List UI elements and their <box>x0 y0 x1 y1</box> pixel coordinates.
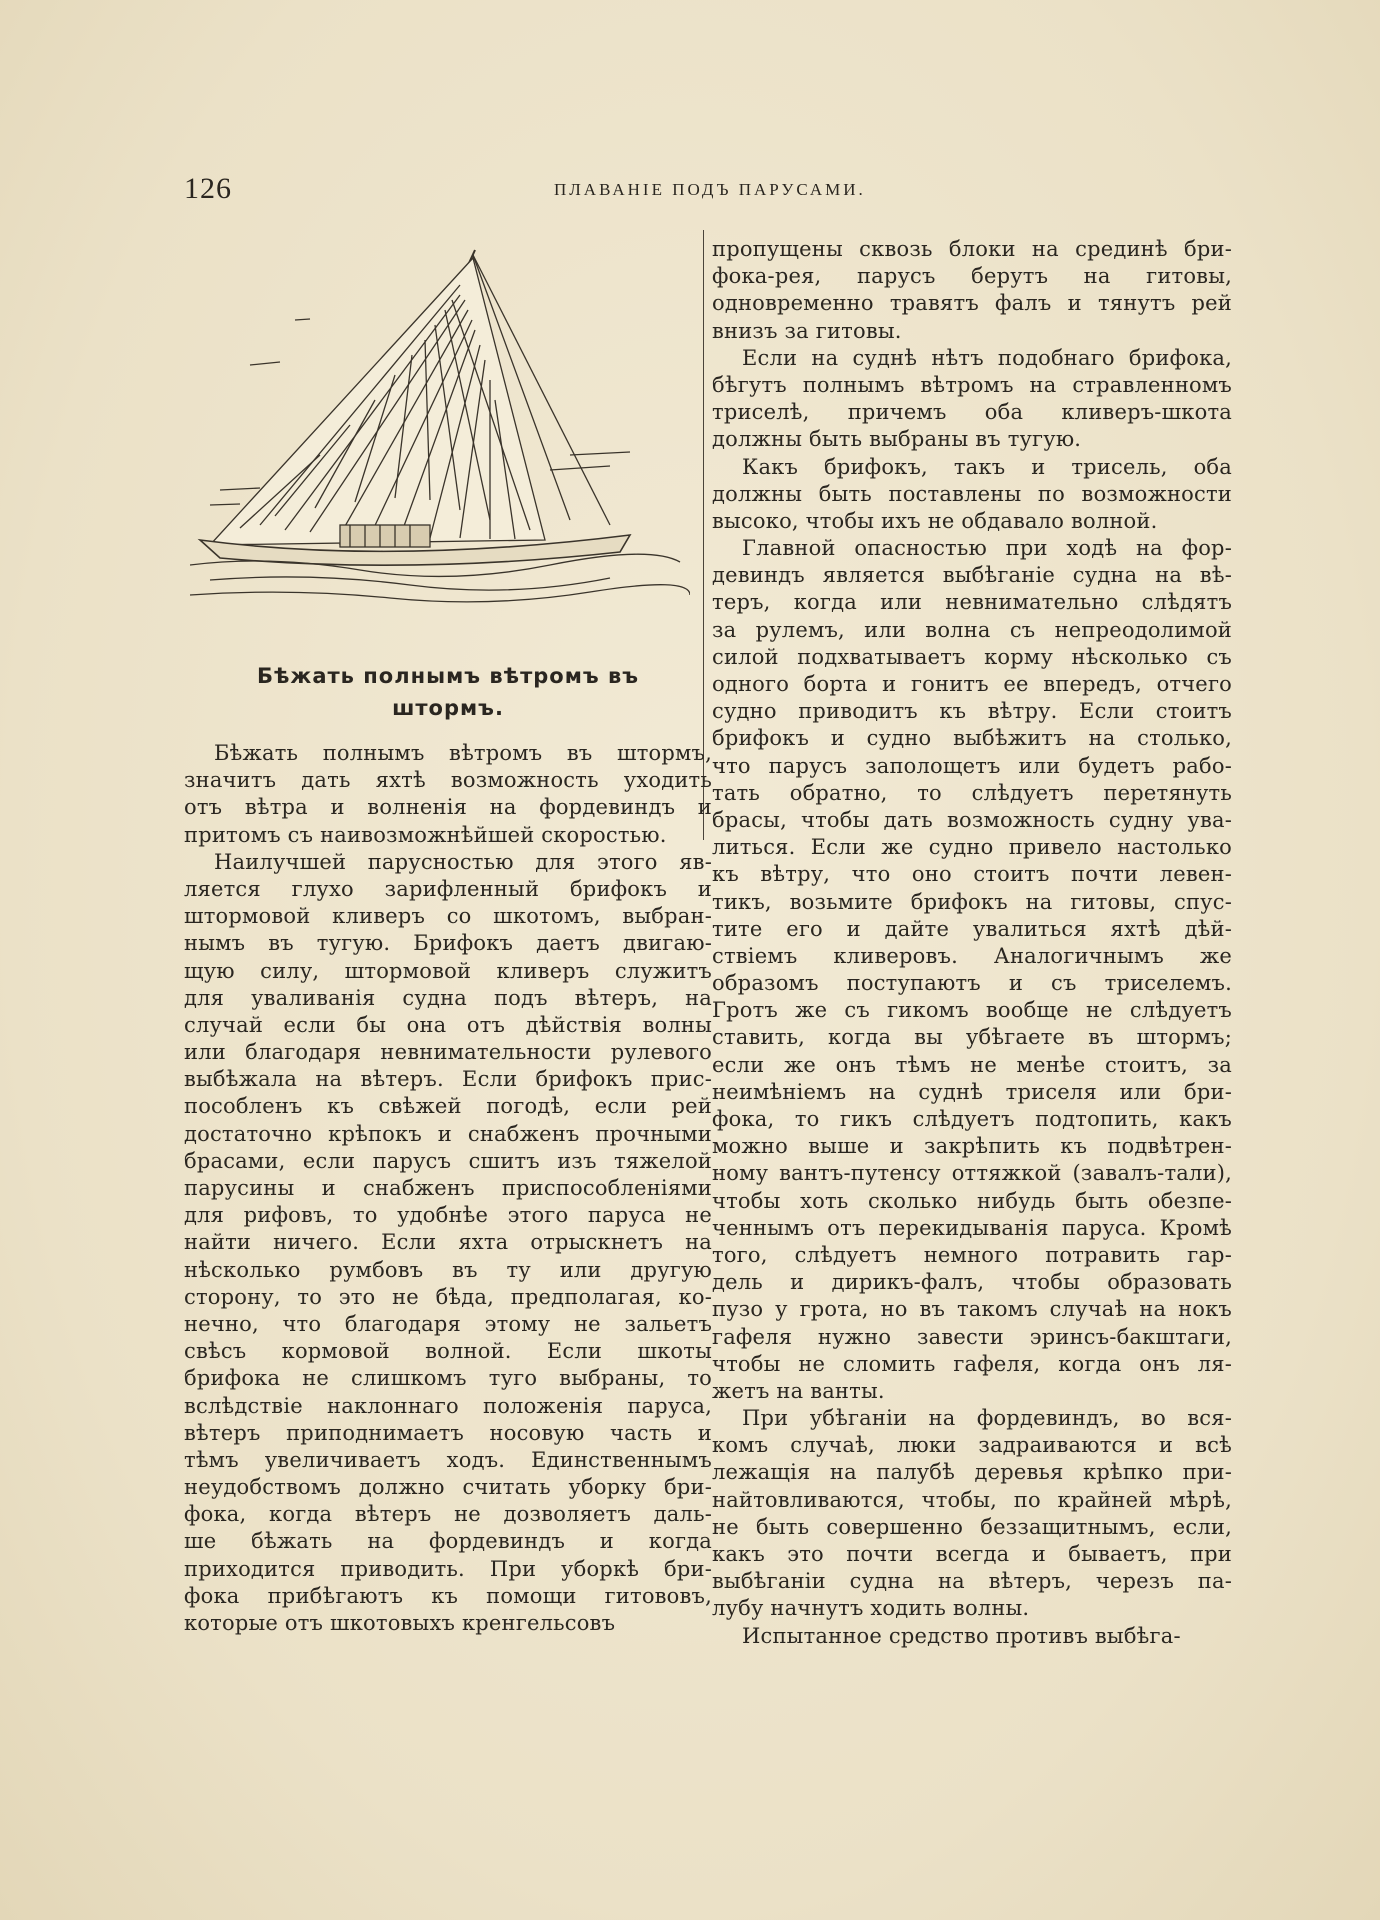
text-line: теръ, когда или невнимательно слѣдятъ <box>712 590 1232 615</box>
text-line: ляется глухо зарифленный брифокъ и <box>184 876 712 901</box>
text-line: пропущены сквозь блоки на срединѣ бри- <box>712 237 1232 261</box>
text-line: выбѣганіи судна на вѣтеръ, черезъ па- <box>712 1569 1232 1594</box>
text-line: фока-рея, парусъ берутъ на гитовы, <box>712 264 1232 289</box>
text-line: одновременно травятъ фалъ и тянутъ рей <box>712 291 1232 316</box>
text-line: нечно, что благодаря этому не зальетъ <box>184 1311 712 1336</box>
text-line: вѣтеръ приподнимаетъ носовую часть и <box>184 1420 712 1445</box>
text-line: парусины и снабженъ приспособленіями <box>184 1176 712 1200</box>
running-title: ПЛАВАНІЕ ПОДЪ ПАРУСАМИ. <box>554 180 866 199</box>
text-line: ченнымъ отъ перекидыванія паруса. Кромѣ <box>712 1215 1232 1240</box>
right-text-column <box>712 236 1232 1650</box>
text-line: пузо у грота, но въ такомъ случаѣ на нокъ <box>712 1297 1232 1322</box>
running-head <box>184 172 1244 206</box>
text-line: триселѣ, причемъ оба кливеръ-шкота <box>712 400 1232 425</box>
text-line: достаточно крѣпокъ и снабженъ прочными <box>184 1121 712 1146</box>
text-line: образомъ поступаютъ и съ триселемъ. <box>712 971 1232 996</box>
text-line: тѣмъ увеличиваетъ ходъ. Единственнымъ <box>184 1447 712 1472</box>
text-line: найти ничего. Если яхта отрыскнетъ на <box>184 1230 712 1255</box>
text-line: для уваливанія судна подъ вѣтеръ, на <box>184 985 712 1010</box>
text-line: бѣгутъ полнымъ вѣтромъ на стравленномъ <box>712 372 1232 397</box>
text-line: лубу начнутъ ходить волны. <box>712 1596 1030 1621</box>
text-line: ше бѣжать на фордевиндъ и когда <box>184 1529 712 1554</box>
text-line: случай если бы она отъ дѣйствія волны <box>184 1012 712 1037</box>
text-line: или благодаря невнимательности рулевого <box>184 1040 712 1065</box>
figure-caption <box>184 660 712 724</box>
page-number: 126 <box>184 172 232 205</box>
text-line: дель и дирикъ-фалъ, чтобы образовать <box>712 1270 1232 1295</box>
text-line: фока, когда вѣтеръ не дозволяетъ даль- <box>184 1502 712 1527</box>
text-line: къ вѣтру, что оно стоитъ почти левен- <box>712 862 1232 887</box>
text-line: значитъ дать яхтѣ возможность уходить <box>184 768 712 793</box>
text-line: нымъ въ тугую. Брифокъ даетъ двигаю- <box>184 931 712 956</box>
text-line: Испытанное средство противъ выбѣга- <box>742 1623 1181 1648</box>
text-line: найтовливаются, чтобы, по крайней мѣрѣ, <box>712 1487 1232 1512</box>
sailing-yacht-illustration-icon <box>190 240 690 620</box>
text-line: брифока не слишкомъ туго выбраны, то <box>184 1366 712 1391</box>
text-line: тите его и дайте увалиться яхтѣ дѣй- <box>712 916 1232 941</box>
text-line: щую силу, штормовой кливеръ служитъ <box>184 958 712 983</box>
text-line: сторону, то это не бѣда, предполагая, ко- <box>184 1284 712 1309</box>
text-line: Какъ брифокъ, такъ и трисель, оба <box>742 454 1232 479</box>
text-line: Наилучшей парусностью для этого яв- <box>214 849 712 874</box>
text-line: чтобы хоть сколько нибудь быть обезпе- <box>712 1188 1232 1213</box>
text-line: лежащія на палубѣ деревья крѣпко при- <box>712 1460 1232 1485</box>
text-line: Главной опасностью при ходѣ на фор- <box>742 536 1232 561</box>
caption-line-1: Бѣжать полнымъ вѣтромъ въ <box>256 664 640 688</box>
text-line: какъ это почти всегда и бываетъ, при <box>712 1542 1232 1566</box>
text-line: что парусъ заполощетъ или будетъ рабо- <box>712 753 1232 778</box>
text-line: если же онъ тѣмъ не менѣе стоитъ, за <box>712 1052 1232 1077</box>
text-line: неудобствомъ должно считать уборку бри- <box>184 1475 712 1500</box>
text-line: того, слѣдуетъ немного потравить гар- <box>712 1242 1232 1267</box>
text-line: для рифовъ, то удобнѣе этого паруса не <box>184 1203 712 1228</box>
text-line: брасы, чтобы дать возможность судну ува- <box>712 807 1232 832</box>
text-line: Если на суднѣ нѣтъ подобнаго брифока, <box>742 345 1232 370</box>
text-line: Бѣжать полнымъ вѣтромъ въ штормъ, <box>214 741 712 765</box>
text-line: которые отъ шкотовыхъ кренгельсовъ <box>184 1611 616 1635</box>
text-line: неимѣніемъ на суднѣ триселя или бри- <box>712 1079 1232 1104</box>
text-line: притомъ съ наивозможнѣйшей скоростью. <box>184 822 667 847</box>
text-line: должны быть выбраны въ тугую. <box>712 427 1082 452</box>
text-line: ставить, когда вы убѣгаете въ штормъ; <box>712 1025 1232 1050</box>
text-line: гафеля нужно завести эринсъ-бакштаги, <box>712 1324 1232 1349</box>
text-line: фока, то гикъ слѣдуетъ подтопить, какъ <box>712 1107 1232 1131</box>
text-line: тать обратно, то слѣдуетъ перетянуть <box>712 780 1232 805</box>
left-text-column <box>184 740 712 1637</box>
text-line: высоко, чтобы ихъ не обдавало волной. <box>712 508 1158 533</box>
text-line: ному вантъ-путенсу оттяжкой (завалъ-тали), <box>712 1161 1232 1186</box>
text-line: выбѣжала на вѣтеръ. Если брифокъ прис- <box>184 1067 712 1092</box>
text-line: Гротъ же съ гикомъ вообще не слѣдуетъ <box>712 998 1232 1023</box>
text-line: фока прибѣгаютъ къ помощи гитововъ, <box>184 1583 712 1608</box>
text-line: При убѣганіи на фордевиндъ, во вся- <box>742 1406 1232 1431</box>
caption-line-2: штормъ. <box>392 696 504 720</box>
text-line: можно выше и закрѣпить къ подвѣтрен- <box>712 1134 1232 1159</box>
text-line: свѣсъ кормовой волной. Если шкоты <box>184 1339 712 1364</box>
text-line: одного борта и гонитъ ее впередъ, отчего <box>712 672 1232 696</box>
text-line: пособленъ къ свѣжей погодѣ, если рей <box>184 1094 712 1119</box>
text-line: комъ случаѣ, люки задраиваются и всѣ <box>712 1433 1232 1458</box>
text-line: не быть совершенно беззащитнымъ, если, <box>712 1514 1232 1539</box>
text-line: за рулемъ, или волна съ непреодолимой <box>712 617 1232 642</box>
text-line: отъ вѣтра и волненія на фордевиндъ и <box>184 795 712 820</box>
text-line: приходится приводить. При уборкѣ бри- <box>184 1556 712 1581</box>
text-line: внизъ за гитовы. <box>712 318 902 343</box>
text-line: жетъ на ванты. <box>712 1378 885 1403</box>
text-line: девиндъ является выбѣганіе судна на вѣ- <box>712 563 1232 588</box>
text-line: штормовой кливеръ со шкотомъ, выбран- <box>184 904 712 929</box>
text-line: брасами, если парусъ сшитъ изъ тяжелой <box>184 1148 712 1173</box>
text-line: вслѣдствіе наклоннаго положенія паруса, <box>184 1393 712 1418</box>
text-line: тикъ, возьмите брифокъ на гитовы, спус- <box>712 889 1232 914</box>
text-line: нѣсколько румбовъ въ ту или другую <box>184 1257 712 1282</box>
text-line: литься. Если же судно привело настолько <box>712 835 1232 860</box>
text-line: судно приводитъ къ вѣтру. Если стоитъ <box>712 699 1232 724</box>
text-line: ствіемъ кливеровъ. Аналогичнымъ же <box>712 943 1232 968</box>
text-line: должны быть поставлены по возможности <box>712 481 1232 506</box>
text-line: силой подхватываетъ корму нѣсколько съ <box>712 644 1232 669</box>
text-line: чтобы не сломить гафеля, когда онъ ля- <box>712 1351 1232 1376</box>
text-line: брифокъ и судно выбѣжитъ на столько, <box>712 726 1232 751</box>
